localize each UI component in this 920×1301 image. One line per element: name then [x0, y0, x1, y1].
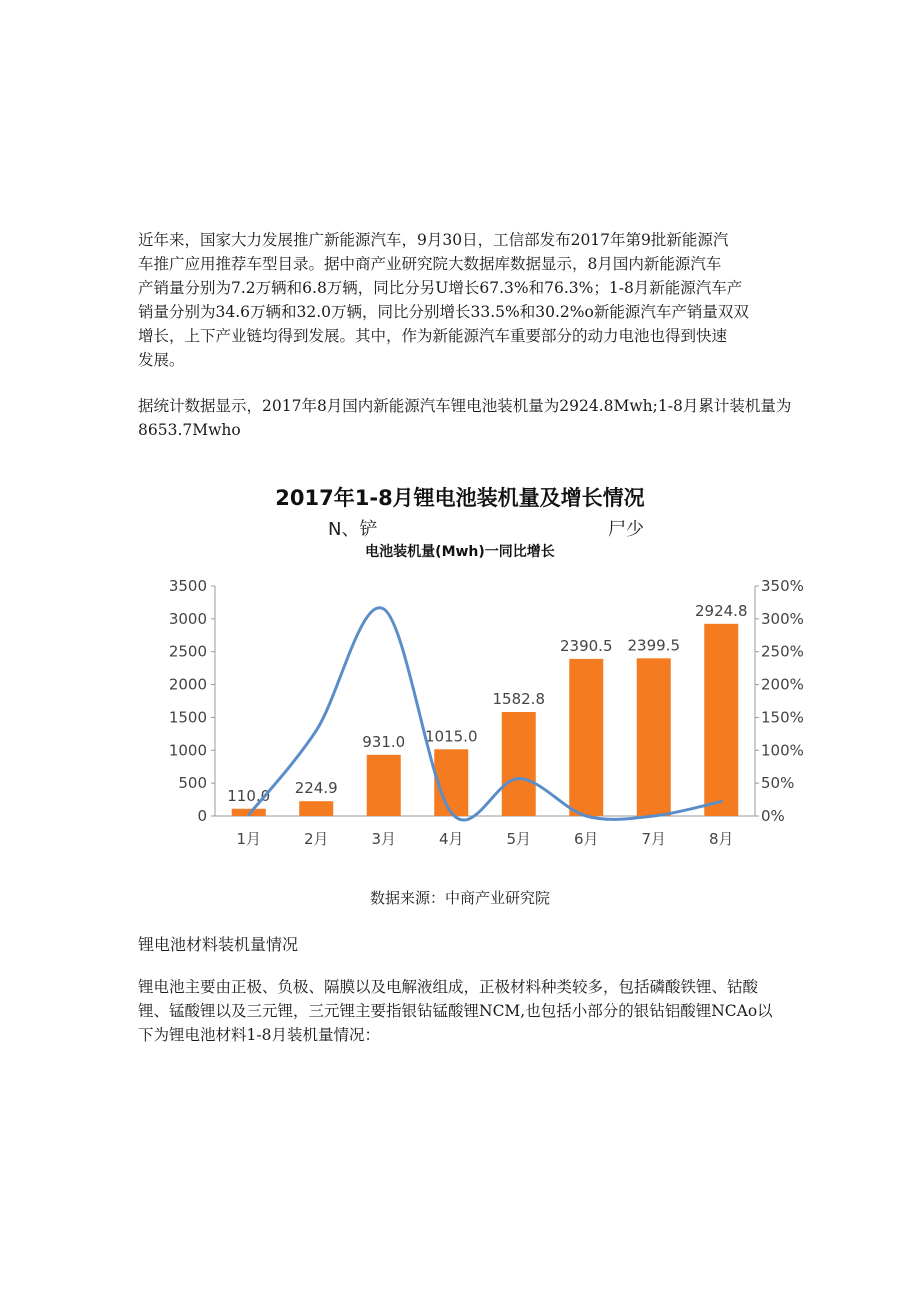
- text-line: 锂、锰酸锂以及三元锂，三元锂主要指银钻锰酸锂NCM,也包括小部分的银钻铝酸锂NCAo以: [138, 1002, 773, 1020]
- text-line: 车推广应用推荐车型目录。据中商产业研究院大数据库数据显示，8月国内新能源汽车: [138, 255, 722, 273]
- bar-data-label: 1015.0: [425, 727, 478, 746]
- x-axis-category-label: 1月: [236, 830, 262, 848]
- chart-bar: [569, 659, 603, 816]
- right-axis-tick-label: 50%: [761, 774, 795, 793]
- left-axis-tick-label: 2500: [168, 642, 207, 661]
- text-line: 下为锂电池材料1-8月装机量情况：: [138, 1026, 380, 1044]
- chart-bar: [367, 755, 401, 816]
- materials-paragraph: [138, 975, 838, 1047]
- text-line: 8653.7Mwho: [138, 421, 241, 439]
- left-axis-tick-label: 3500: [168, 577, 207, 595]
- right-axis-tick-label: 350%: [761, 577, 804, 595]
- right-axis-tick-label: 300%: [761, 609, 804, 628]
- bar-data-label: 110.0: [227, 786, 271, 805]
- x-axis-category-label: 7月: [641, 830, 667, 848]
- intro-paragraph: [138, 228, 788, 372]
- right-axis-tick-label: 200%: [761, 675, 804, 694]
- statistics-paragraph: [138, 394, 838, 442]
- text-line: 产销量分别为7.2万辆和6.8万辆，同比分另U增长67.3%和76.3%；1-8月新能源汽车产: [138, 279, 743, 297]
- left-axis-tick-label: 3000: [168, 609, 207, 628]
- right-axis-tick-label: 0%: [761, 807, 785, 825]
- bar-data-label: 2399.5: [627, 636, 680, 655]
- x-axis-category-label: 8月: [708, 830, 734, 848]
- text-line: 销量分别为34.6万辆和32.0万辆，同比分别增长33.5%和30.2%o新能源汽车产销量双双: [138, 303, 749, 321]
- bar-data-label: 2390.5: [560, 636, 613, 655]
- left-axis-tick-label: 0: [197, 807, 207, 825]
- bar-data-label: 1582.8: [492, 689, 545, 708]
- chart-title: 2017年1-8月锂电池装机量及增长情况: [275, 486, 645, 510]
- chart-garbled-text-right: 尸少: [608, 519, 644, 540]
- right-axis-tick-label: 250%: [761, 642, 804, 661]
- chart-bar: [502, 712, 536, 816]
- x-axis-category-label: 4月: [438, 830, 464, 848]
- text-line: 近年来，国家大力发展推广新能源汽车，9月30日，工信部发布2017年第9批新能源汽: [138, 231, 729, 249]
- text-line: 锂电池主要由正极、负极、隔膜以及电解液组成，正极材料种类较多，包括磷酸铁锂、钴酸: [138, 978, 759, 996]
- x-axis-category-label: 3月: [371, 830, 397, 848]
- chart-bar: [637, 658, 671, 816]
- right-axis-tick-label: 150%: [761, 708, 804, 727]
- chart-garbled-text-left: N、铲: [328, 519, 378, 540]
- text-line: 发展。: [138, 351, 185, 369]
- left-axis-tick-label: 1000: [168, 741, 207, 760]
- section-heading: 锂电池材料装机量情况: [138, 935, 299, 954]
- left-axis-tick-label: 2000: [168, 675, 207, 694]
- left-axis-tick-label: 500: [178, 774, 207, 793]
- chart-legend: 电池装机量(Mwh)一同比增长: [365, 544, 555, 560]
- battery-install-chart: [150, 570, 804, 860]
- x-axis-category-label: 5月: [506, 830, 532, 848]
- bar-data-label: 224.9: [294, 779, 338, 798]
- chart-bar: [299, 801, 333, 816]
- left-axis-tick-label: 1500: [168, 708, 207, 727]
- x-axis-category-label: 6月: [573, 830, 599, 848]
- data-source: 数据来源：中商产业研究院: [369, 889, 550, 907]
- right-axis-tick-label: 100%: [761, 741, 804, 760]
- bar-data-label: 931.0: [362, 732, 406, 751]
- x-axis-category-label: 2月: [303, 830, 329, 848]
- text-line: 据统计数据显示，2017年8月国内新能源汽车锂电池装机量为2924.8Mwh;1-8月累计装机量为: [138, 397, 792, 415]
- bar-data-label: 2924.8: [695, 601, 748, 620]
- text-line: 增长，上下产业链均得到发展。其中，作为新能源汽车重要部分的动力电池也得到快速: [138, 327, 728, 345]
- chart-bar: [704, 624, 738, 816]
